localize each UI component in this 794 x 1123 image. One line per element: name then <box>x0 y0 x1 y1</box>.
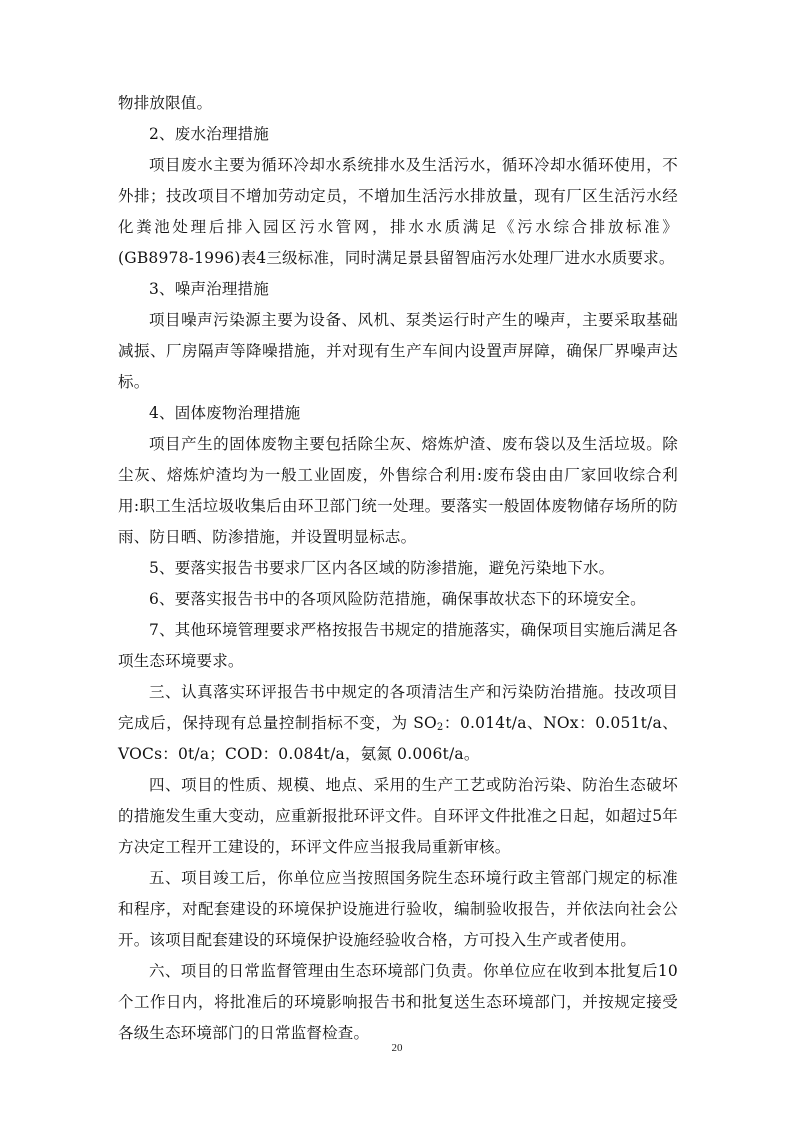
paragraph-solid-waste: 项目产生的固体废物主要包括除尘灰、熔炼炉渣、废布袋以及生活垃圾。除尘灰、熔炼炉渣均为一般工业固废，外售综合利用:废布袋由由厂家回收综合利用:职工生活垃圾收集后由环卫部门统一处理。要落实一般固体废物储存场所的防雨、防日晒、防渗措施，并设置明显标志。 <box>118 435 678 546</box>
paragraph-continuation: 物排放限值。 <box>118 94 213 112</box>
paragraph-section-3-emissions <box>118 677 678 770</box>
paragraph-noise: 项目噪声污染源主要为设备、风机、泵类运行时产生的噪声，主要采取基础减振、厂房隔声等降噪措施，并对现有生产车间内设置声屏障，确保厂界噪声达标。 <box>118 311 678 391</box>
paragraph-section-4: 四、项目的性质、规模、地点、采用的生产工艺或防治污染、防治生态破坏的措施发生重大变动，应重新报批环评文件。自环评文件批准之日起，如超过5年方决定工程开工建设的，环评文件应当报我局重新审核。 <box>118 776 678 856</box>
paragraph-item-5: 5、要落实报告书要求厂区内各区域的防渗措施，避免污染地下水。 <box>149 559 615 577</box>
section-heading-solid-waste: 4、固体废物治理措施 <box>149 404 301 422</box>
body-text <box>118 88 678 1049</box>
section-heading-noise: 3、噪声治理措施 <box>149 280 269 298</box>
paragraph-section-6: 六、项目的日常监督管理由生态环境部门负责。你单位应在收到本批复后10个工作日内，将批准后的环境影响报告书和批复送生态环境部门，并按规定接受各级生态环境部门的日常监督检查。 <box>118 962 678 1042</box>
paragraph-wastewater: 项目废水主要为循环冷却水系统排水及生活污水，循环冷却水循环使用，不外排；技改项目不增加劳动定员，不增加生活污水排放量，现有厂区生活污水经化粪池处理后排入园区污水管网，排水水质满足《污水综合排放标准》(GB8978-1996)表4三级标准，同时满足景县留智庙污水处理厂进水水质要求。 <box>118 156 678 267</box>
page-number: 20 <box>391 1042 403 1054</box>
section-heading-wastewater: 2、废水治理措施 <box>149 125 269 143</box>
paragraph-section-5: 五、项目竣工后，你单位应当按照国务院生态环境行政主管部门规定的标准和程序，对配套建设的环境保护设施进行验收，编制验收报告，并依法向社会公开。该项目配套建设的环境保护设施经验收合格，方可投入生产或者使用。 <box>118 869 678 949</box>
paragraph-item-7: 7、其他环境管理要求严格按报告书规定的措施落实，确保项目实施后满足各项生态环境要求。 <box>118 621 678 670</box>
so2-subscript: 2 <box>436 722 444 733</box>
emission-text-before: 三、认真落实环评报告书中规定的各项清洁生产和污染防治措施。技改项目完成后，保持现有总量控制指标不变，为 SO <box>118 683 678 732</box>
emission-text-after: ：0.014t/a、NOx：0.051t/a、VOCs：0t/a；COD：0.084t/a，氨氮 0.006t/a。 <box>118 714 678 763</box>
paragraph-item-6: 6、要落实报告书中的各项风险防范措施，确保事故状态下的环境安全。 <box>149 590 646 608</box>
